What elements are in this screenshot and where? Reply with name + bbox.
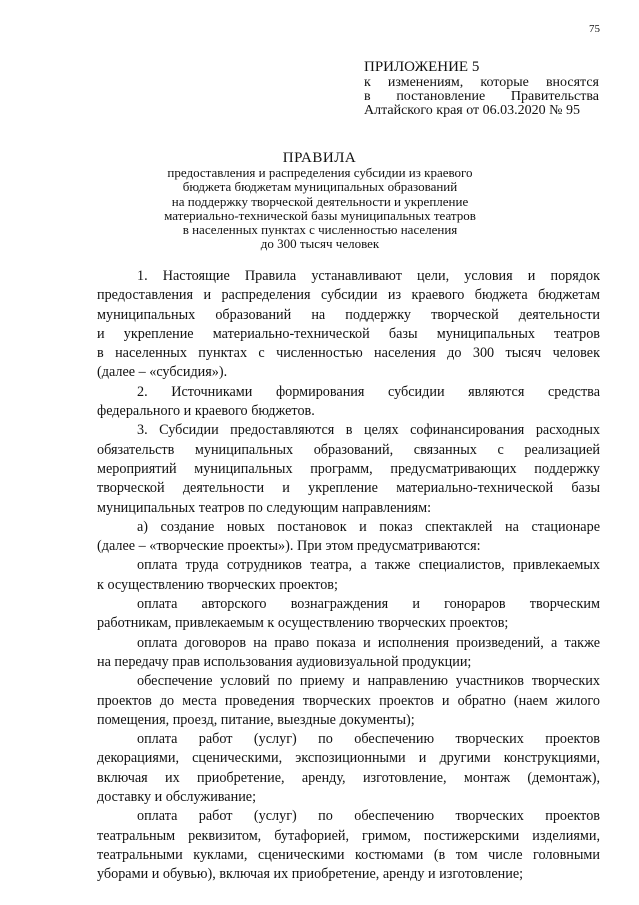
- text-line: проектов до места проведения творческих проектов и обратно (наем жилого: [97, 692, 600, 709]
- text-line: помещения, проезд, питание, выездные документы);: [97, 711, 415, 728]
- text-line: (далее – «субсидия»).: [97, 364, 228, 381]
- subtitle-line: на поддержку творческой деятельности и укрепление: [171, 193, 469, 209]
- rules-title: ПРАВИЛА: [282, 150, 357, 166]
- text-line: обязательств муниципальных образований, связанных с реализацией: [97, 441, 600, 458]
- text-line: 2. Источниками формирования субсидии являются средства: [137, 383, 600, 400]
- text-line: оплата труда сотрудников театра, а также специалистов, привлекаемых: [137, 557, 600, 574]
- text-line: в населенных пунктах с численностью населения до 300 тысяч человек: [97, 345, 600, 362]
- text-line: творческой деятельности и укрепление материально-технической базы: [97, 480, 600, 497]
- text-line: уборами и обувью), включая их приобретение, аренду и изготовление;: [97, 866, 524, 883]
- text-line: оплата договоров на право показа и исполнения произведений, а также: [137, 634, 600, 651]
- text-line: (далее – «творческие проекты»). При этом предусматриваются:: [97, 538, 481, 555]
- text-line: работникам, привлекаемым к осуществлению творческих проектов;: [97, 615, 509, 632]
- text-line: включая их приобретение, аренду, изготовление, монтаж (демонтаж),: [97, 769, 600, 786]
- text-line: оплата авторского вознаграждения и гонораров творческим: [137, 596, 600, 613]
- text-line: оплата работ (услуг) по обеспечению творческих проектов: [137, 731, 600, 748]
- text-line: на передачу прав использования аудиовизуальной продукции;: [97, 653, 472, 670]
- text-line: муниципальных театров по следующим направлениям:: [97, 499, 432, 516]
- text-line: декорациями, сценическими, экспозиционными и другими конструкциями,: [97, 750, 600, 767]
- text-line: доставку и обслуживание;: [97, 789, 257, 806]
- subtitle-line: бюджета бюджетам муниципальных образований: [182, 179, 458, 195]
- subtitle-line: предоставления и распределения субсидии из краевого: [167, 165, 473, 180]
- appendix-block: [364, 59, 599, 118]
- text-line: а) создание новых постановок и показ спектаклей на стационаре: [137, 518, 600, 535]
- text-line: и укрепление материально-технической базы муниципальных театров: [97, 325, 600, 342]
- text-line: предоставления и распределения субсидии из краевого бюджета бюджетам: [97, 287, 600, 304]
- text-line: федерального и краевого бюджетов.: [97, 403, 315, 420]
- subtitle-line: до 300 тысяч человек: [260, 236, 380, 252]
- appendix-line: к изменениям, которые вносятся: [364, 75, 599, 90]
- subtitle-line: материально-технической базы муниципальных театров: [164, 207, 476, 223]
- appendix-line: Алтайского края от 06.03.2020 № 95: [364, 103, 581, 118]
- text-line: театральными куклами, сценическими костюмами (в том числе головными: [97, 846, 600, 863]
- subtitle-line: в населенных пунктах с численностью населения: [182, 222, 458, 238]
- appendix-heading: ПРИЛОЖЕНИЕ 5: [364, 59, 480, 75]
- document-body: [97, 267, 600, 885]
- text-line: 3. Субсидии предоставляются в целях софинансирования расходных: [137, 422, 600, 439]
- text-line: обеспечение условий по приему и направлению участников творческих: [137, 673, 600, 690]
- text-line: муниципальных образований на поддержку творческой деятельности: [97, 306, 600, 323]
- rules-subtitle: [120, 166, 520, 252]
- text-line: театральным реквизитом, бутафорией, гримом, постижерскими изделиями,: [97, 827, 600, 844]
- text-line: мероприятий муниципальных программ, предусматривающих поддержку: [97, 460, 600, 477]
- page-number: 75: [589, 23, 600, 35]
- text-line: оплата работ (услуг) по обеспечению творческих проектов: [137, 808, 600, 825]
- text-line: к осуществлению творческих проектов;: [97, 576, 338, 593]
- text-line: 1. Настоящие Правила устанавливают цели, условия и порядок: [137, 268, 600, 284]
- appendix-line: в постановление Правительства: [364, 89, 599, 104]
